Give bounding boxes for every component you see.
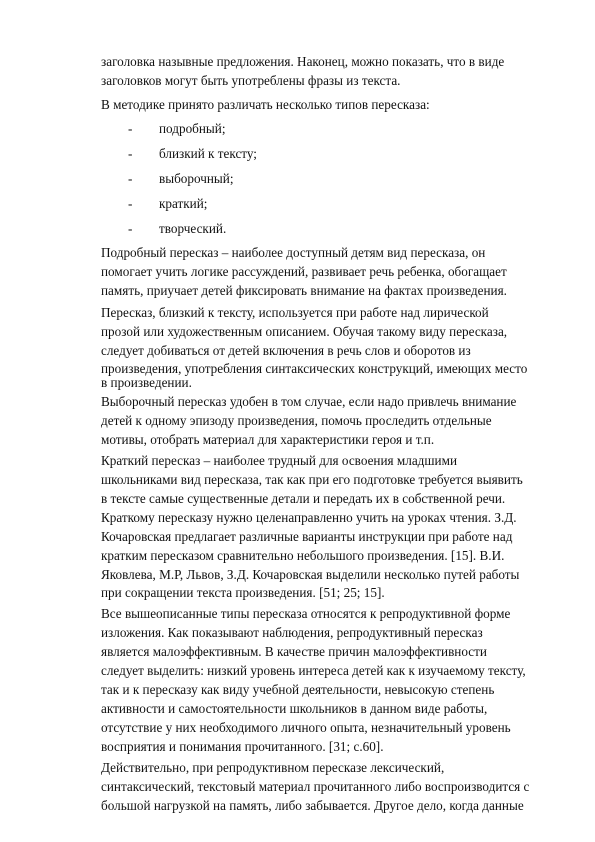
list-marker: - [128, 121, 133, 136]
text-line: синтаксический, текстовый материал прочитанного либо воспроизводится с [101, 779, 530, 794]
text-line: при сокращении текста произведения. [51; 25; 15]. [101, 585, 385, 600]
text-line: Яковлева, М.Р, Львов, З.Д. Кочаровская выделили несколько путей работы [101, 567, 520, 582]
text-line: в произведении. [101, 375, 192, 390]
list-item: близкий к тексту; [159, 146, 257, 161]
text-line: заголовков могут быть употреблены фразы из текста. [101, 73, 401, 88]
text-line: мотивы, отобрать материал для характеристики героя и т.п. [101, 432, 435, 447]
list-item: краткий; [159, 196, 208, 211]
text-line: является малоэффективным. В качестве причин малоэффективности [101, 644, 487, 659]
text-line: прозой или художественным описанием. Обучая такому виду пересказа, [101, 324, 508, 339]
text-line: Все вышеописанные типы пересказа относятся к репродуктивной форме [101, 606, 511, 621]
list-marker: - [128, 146, 133, 161]
text-line: отсутствие у них необходимого личного опыта, незначительный уровень [101, 720, 511, 735]
text-line: память, приучает детей фиксировать внимание на фактах произведения. [101, 283, 507, 298]
text-line: школьниками вид пересказа, так как при его подготовке требуется выявить [101, 472, 523, 487]
text-line: Краткому пересказу нужно целенаправленно учить на уроках чтения. З.Д. [101, 510, 517, 525]
list-item: творческий. [159, 221, 227, 236]
list-marker: - [128, 196, 133, 211]
text-line: следует выделить: низкий уровень интереса детей как к изучаемому тексту, [101, 663, 526, 678]
text-line: заголовка назывные предложения. Наконец, можно показать, что в виде [101, 54, 505, 69]
text-line: помогает учить логике рассуждений, развивает речь ребенка, обогащает [101, 264, 507, 279]
text-line: детей к одному эпизоду произведения, помочь проследить отдельные [101, 413, 492, 428]
text-line: так и к пересказу как виду учебной деятельности, невысокую степень [101, 682, 495, 697]
text-line: в тексте самые существенные детали и передать их в собственной речи. [101, 491, 506, 506]
list-item: выборочный; [159, 171, 234, 186]
text-line: Выборочный пересказ удобен в том случае, если надо привлечь внимание [101, 394, 517, 409]
text-line: Действительно, при репродуктивном пересказе лексический, [101, 760, 445, 775]
text-line: следует добиваться от детей включения в речь слов и оборотов из [101, 343, 471, 358]
text-line: Краткий пересказ – наиболее трудный для освоения младшими [101, 453, 458, 468]
list-item: подробный; [159, 121, 226, 136]
text-line: Пересказ, близкий к тексту, используется при работе над лирической [101, 305, 489, 320]
text-line: произведения, употребления синтаксических конструкций, имеющих место [101, 361, 528, 376]
text-line: восприятия и понимания прочитанного. [31; с.60]. [101, 739, 384, 754]
list-marker: - [128, 221, 133, 236]
text-line: большой нагрузкой на память, либо забывается. Другое дело, когда данные [101, 798, 524, 813]
text-line: Кочаровская предлагает различные варианты инструкции при работе над [101, 529, 513, 544]
types-lead: В методике принято различать несколько типов пересказа: [101, 97, 430, 112]
text-line: изложения. Как показывают наблюдения, репродуктивный пересказ [101, 625, 483, 640]
text-line: Подробный пересказ – наиболее доступный детям вид пересказа, он [101, 245, 486, 260]
text-line: кратким пересказом сравнительно небольшого произведения. [15]. В.И. [101, 548, 505, 563]
text-line: активности и самостоятельности школьников в данном виде работы, [101, 701, 488, 716]
list-marker: - [128, 171, 133, 186]
